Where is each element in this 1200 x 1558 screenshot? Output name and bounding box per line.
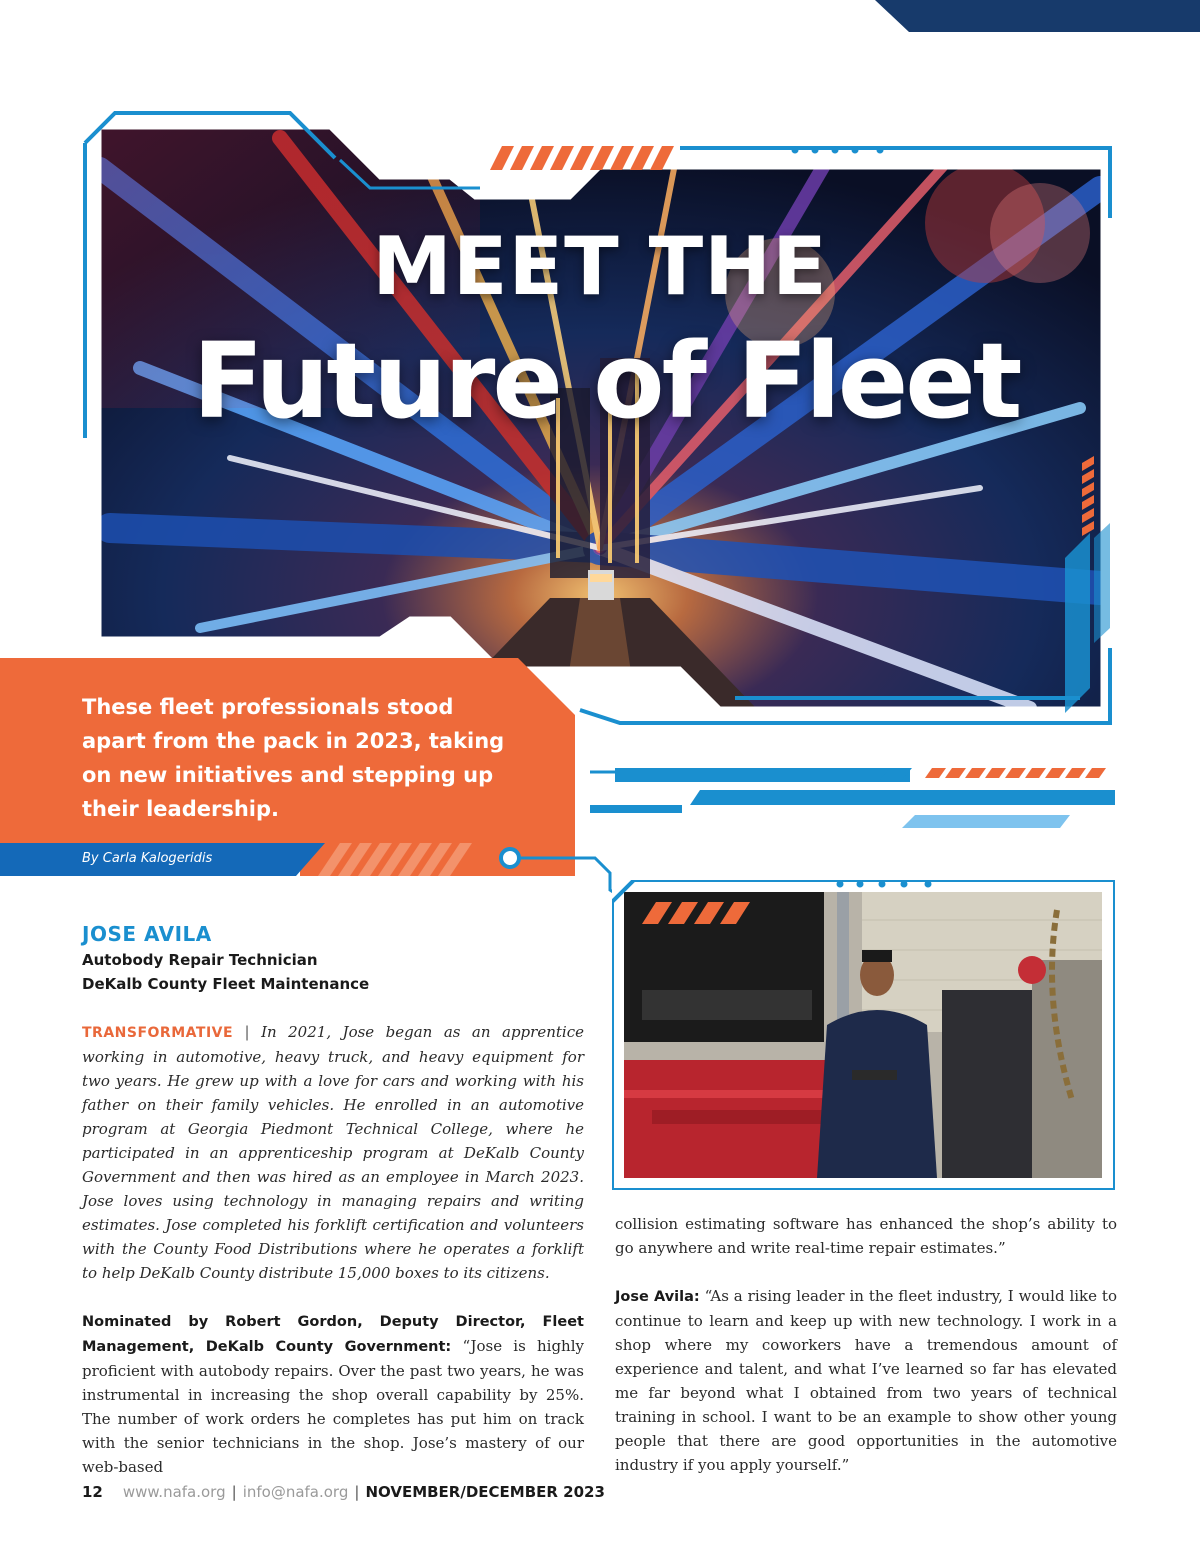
footer-issue: NOVEMBER/DECEMBER 2023 [365,1483,605,1501]
lead-separator: | [244,1023,250,1041]
article-column-right [615,1212,1117,1477]
profile-title: Autobody Repair Technician [82,951,318,969]
nomination-paragraph [82,1309,584,1479]
bio-text: In 2021, Jose began as an apprentice working in automotive, heavy truck, and heavy equipment for two years. He grew up with a love for cars and working with his father on their family vehicles. He enrolled in an automotive program at Georgia Piedmont Technical College, where he participated in an apprenticeship program at DeKalb County Government and then was hired as an employee in March 2023. Jose loves using technology in managing repairs and writing estimates. Jose completed his forklift certification and volunteers with the County Food Distributions where he operates a forklift to help DeKalb County distribute 15,000 boxes to its citizens. [82,1023,584,1282]
footer-email[interactable]: info@nafa.org [242,1483,349,1501]
footer-separator: | [354,1483,360,1501]
corner-tab [875,0,1200,32]
title-line-1: MEET THE [372,220,828,313]
self-quote-label: Jose Avila: [615,1289,700,1305]
technician-photo-image [612,880,1115,1190]
page-number: 12 [82,1483,103,1501]
footer-website[interactable]: www.nafa.org [122,1483,226,1501]
nominator-quote-part1: “Jose is highly proficient with autobody repairs. Over the past two years, he was instrumental in increasing the shop overall capability by 25%. The number of work orders he completes has put him on track with the senior technicians in the shop. Jose’s mastery of our web-based [82,1337,584,1476]
self-quote-paragraph [615,1284,1117,1477]
lead-word: TRANSFORMATIVE [82,1025,234,1041]
article-column-left [82,1020,584,1479]
profile-name: JOSE AVILA [82,922,212,946]
byline: By Carla Kalogeridis [82,851,213,866]
hero-banner [80,108,1120,733]
nominator-label: Nominated by Robert Gordon, Deputy Director, Fleet Management, DeKalb County Government: [82,1314,584,1355]
title-line-2: Future of Fleet [192,320,1020,442]
intro-text: These fleet professionals stood apart from the pack in 2023, taking on new initiatives and stepping up their leadership. [82,695,505,821]
byline-accent [300,843,575,876]
self-quote-text: “As a rising leader in the fleet industry, I would like to continue to learn and keep up with new technology. I work in a shop where my coworkers have a tremendous amount of experience and talent, and what I’ve learned so far has elevated me far beyond what I obtained from two years of technical training in school. I want to be an example to show other young people that there are good opportunities in the automotive industry if you apply yourself.” [615,1287,1117,1474]
page-footer [82,1483,605,1501]
nomination-continued: collision estimating software has enhanced the shop’s ability to go anywhere and write real-time repair estimates.” [615,1215,1117,1257]
profile-organization: DeKalb County Fleet Maintenance [82,975,370,993]
technician-photo [612,880,1115,1190]
bio-paragraph [82,1020,584,1285]
footer-separator: | [231,1483,237,1501]
hero-city-image [80,108,1120,733]
